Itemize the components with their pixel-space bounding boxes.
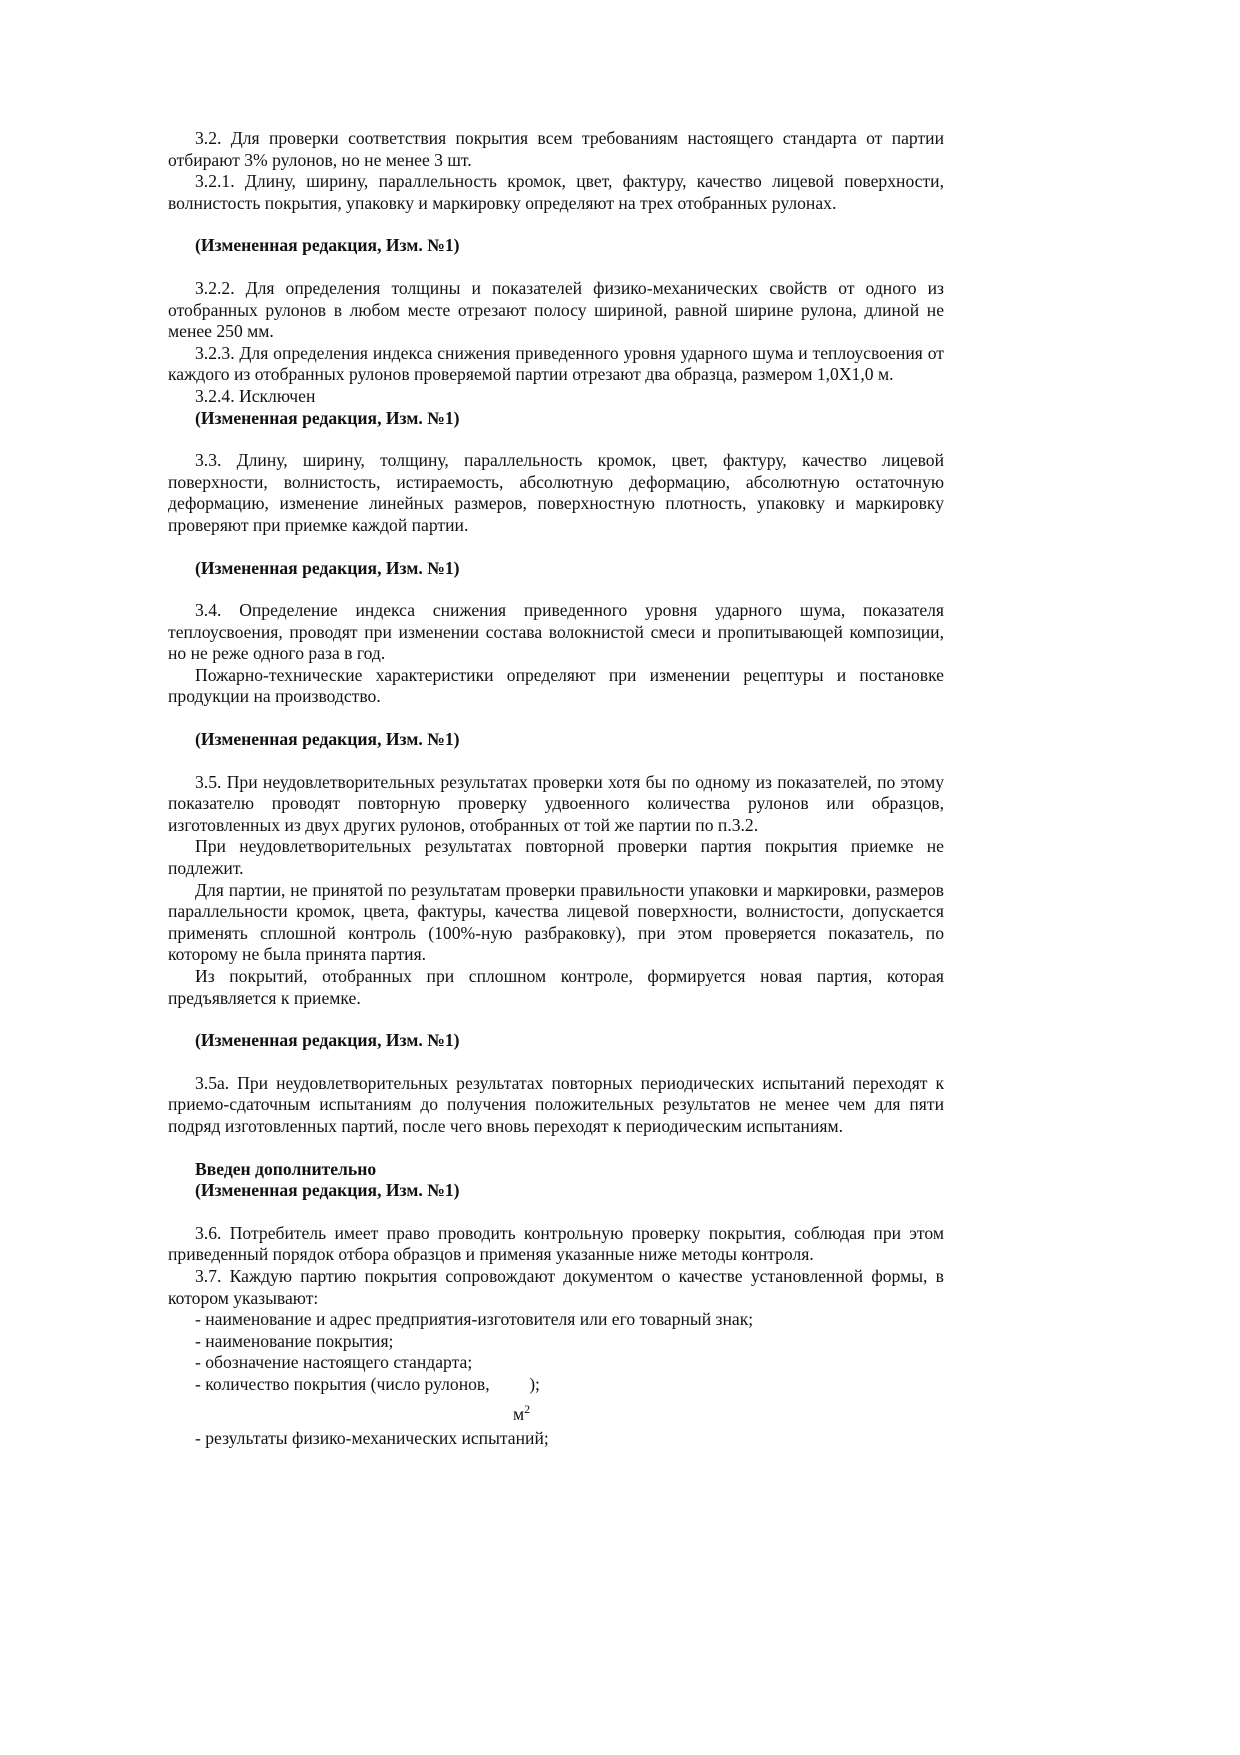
list-item-test-results: - результаты физико-механических испытаний;	[195, 1427, 549, 1448]
paragraph-3-6: 3.6. Потребитель имеет право проводить контрольную проверку покрытия, соблюдая при этом приведенный порядок отбора образцов и применяя указанные ниже методы контроля.	[168, 1222, 944, 1265]
list-item-standard: - обозначение настоящего стандарта;	[195, 1352, 473, 1373]
list-item-quantity: - количество покрытия (число рулонов, );	[195, 1373, 540, 1394]
paragraph-3-2: 3.2. Для проверки соответствия покрытия всем требованиям настоящего стандарта от партии отбирают 3% рулонов, но не менее 3 шт.	[168, 128, 944, 170]
revision-note: (Измененная редакция, Изм. №1)	[195, 235, 460, 256]
paragraph-3-4: 3.4. Определение индекса снижения приведенного уровня ударного шума, показателя теплоусвоения, проводят при изменении состава волокнистой смеси и пропитывающей композиции, но не реже одного раза в год.	[168, 600, 944, 664]
paragraph-3-7: 3.7. Каждую партию покрытия сопровождают документом о качестве установленной формы, в котором указывают:	[168, 1265, 944, 1308]
list-item-name: - наименование покрытия;	[195, 1330, 394, 1351]
list-item-manufacturer: - наименование и адрес предприятия-изготовителя или его товарный знак;	[195, 1309, 754, 1330]
unit-m2-base: м	[513, 1403, 525, 1424]
paragraph-3-5a: 3.5а. При неудовлетворительных результатах повторных периодических испытаний переходят к приемо-сдаточным испытаниям до получения положительных результатов не менее чем для пяти подряд изготовленных партий, после чего вновь переходят к периодическим испытаниям.	[168, 1072, 944, 1136]
revision-note: (Измененная редакция, Изм. №1)	[195, 407, 460, 428]
paragraph-3-2-1: 3.2.1. Длину, ширину, параллельность кромок, цвет, фактуру, качество лицевой поверхности, волнистость покрытия, упаковку и маркировку определяют на трех отобранных рулонах.	[168, 171, 944, 213]
revision-note: (Измененная редакция, Изм. №1)	[195, 729, 460, 750]
paragraph-3-5-cont-2: Для партии, не принятой по результатам проверки правильности упаковки и маркировки, размеров параллельности кромок, цвета, фактуры, качества лицевой поверхности, волнистости, допускается применять сплошной контроль (100%-ную разбраковку), при этом проверяется показатель, по которому не была принята партия.	[168, 879, 944, 965]
paragraph-3-5: 3.5. При неудовлетворительных результатах проверки хотя бы по одному из показателей, по этому показателю проводят повторную проверку удвоенного количества рулонов или образцов, изготовленных из двух других рулонов, отобранных от той же партии по п.3.2.	[168, 771, 944, 835]
paragraph-3-2-2: 3.2.2. Для определения толщины и показателей физико-механических свойств от одного из отобранных рулонов в любом месте отрезают полосу шириной, равной ширине рулона, длиной не менее 250 мм.	[168, 277, 944, 342]
paragraph-3-5-cont-1: При неудовлетворительных результатах повторной проверки партия покрытия приемке не подлежит.	[168, 836, 944, 879]
unit-m2-sup: 2	[524, 1401, 531, 1416]
paragraph-3-2-3: 3.2.3. Для определения индекса снижения приведенного уровня ударного шума и теплоусвоения от каждого из отобранных рулонов проверяемой партии отрезают два образца, размером 1,0X1,0 м.	[168, 342, 944, 385]
unit-m2	[168, 1399, 944, 1425]
paragraph-3-5-cont-3: Из покрытий, отобранных при сплошном контроле, формируется новая партия, которая предъявляется к приемке.	[168, 966, 944, 1008]
revision-note: (Измененная редакция, Изм. №1)	[195, 1180, 460, 1201]
paragraph-3-3: 3.3. Длину, ширину, толщину, параллельность кромок, цвет, фактуру, качество лицевой поверхности, волнистость, истираемость, абсолютную деформацию, абсолютную остаточную деформацию, изменение линейных размеров, поверхностную плотность, упаковку и маркировку проверяют при приемке каждой партии.	[168, 450, 944, 535]
paragraph-3-2-4: 3.2.4. Исключен	[195, 385, 316, 406]
revision-note: (Измененная редакция, Изм. №1)	[195, 1030, 460, 1051]
revision-note: (Измененная редакция, Изм. №1)	[195, 557, 460, 578]
added-note: Введен дополнительно	[195, 1158, 377, 1179]
paragraph-fire-tech: Пожарно-технические характеристики определяют при изменении рецептуры и постановке продукции на производство.	[168, 664, 944, 707]
